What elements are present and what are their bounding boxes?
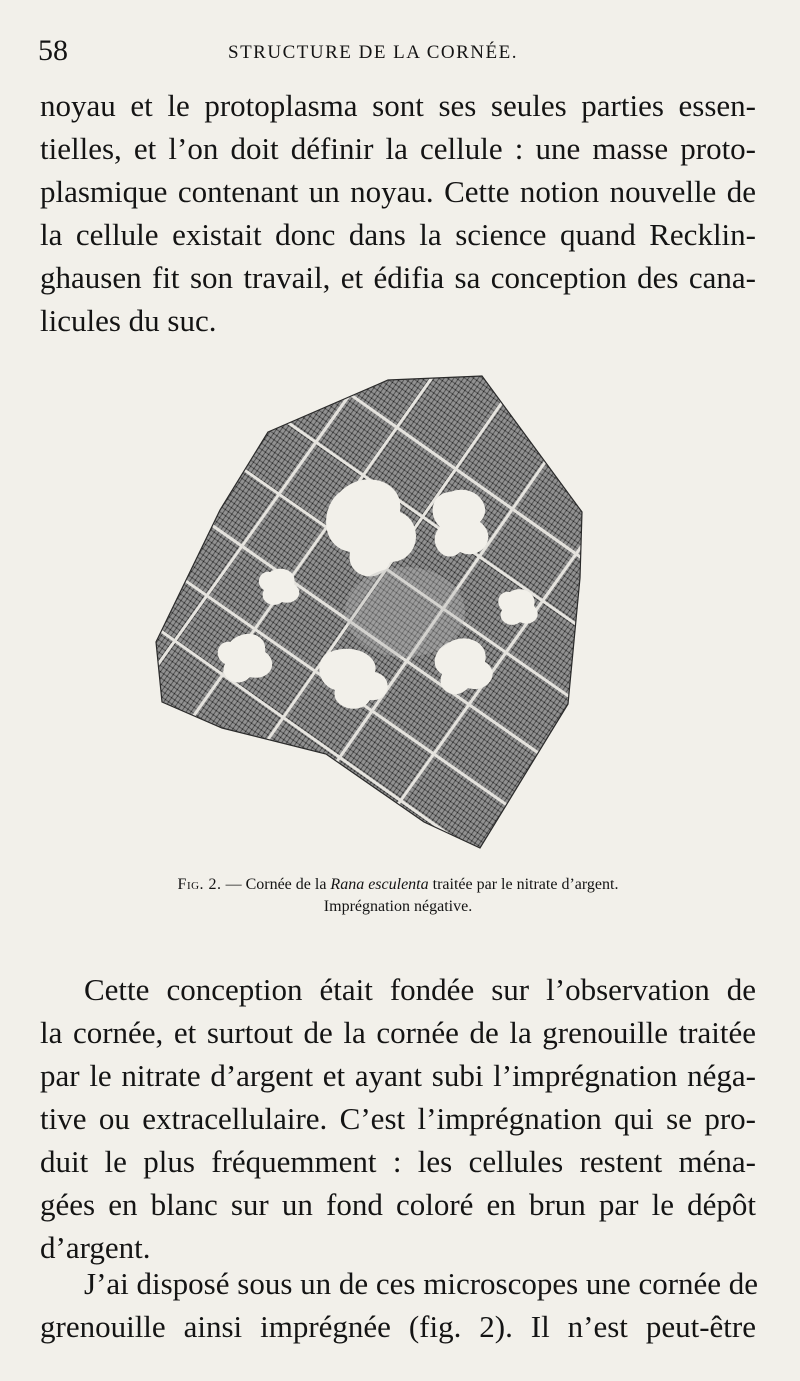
cornea-illustration	[150, 372, 590, 850]
figure-label: Fig. 2.	[177, 876, 222, 893]
paragraph-1	[40, 84, 756, 342]
caption-text: — Cornée de la	[221, 876, 331, 893]
paragraph-2	[40, 968, 756, 1269]
text-line: ghausen fit son travail, et édifia sa conception des cana-	[40, 260, 756, 295]
text-line: tive ou extracellulaire. C’est l’imprégnation qui se pro-	[40, 1101, 756, 1136]
text-line: la cornée, et surtout de la cornée de la grenouille traitée	[40, 1015, 756, 1050]
text-line: grenouille ainsi imprégnée (fig. 2). Il n’est peut-être	[40, 1309, 756, 1344]
caption-text: traitée par le nitrate d’argent.	[428, 876, 619, 893]
text-line: licules du suc.	[40, 303, 217, 338]
text-line: plasmique contenant un noyau. Cette notion nouvelle de	[40, 174, 756, 209]
text-line: gées en blanc sur un fond coloré en brun par le dépôt	[40, 1187, 756, 1222]
text-line: Cette conception était fondée sur l’observation de	[84, 972, 756, 1007]
cornea-engraving-figure	[150, 372, 590, 850]
running-title: STRUCTURE DE LA CORNÉE.	[228, 42, 518, 63]
caption-line-2: Imprégnation négative.	[323, 898, 473, 915]
text-line: la cellule existait donc dans la science quand Recklin-	[40, 217, 756, 252]
paragraph-3	[40, 1262, 759, 1348]
text-line: duit le plus fréquemment : les cellules restent ména-	[40, 1144, 756, 1179]
page-number: 58	[38, 34, 68, 67]
text-line: par le nitrate d’argent et ayant subi l’imprégnation néga-	[40, 1058, 756, 1093]
text-line: tielles, et l’on doit définir la cellule : une masse proto-	[40, 131, 756, 166]
figure-caption	[40, 874, 756, 918]
text-line: J’ai disposé sous un de ces microscopes une cornée de	[84, 1266, 759, 1301]
page-header	[38, 34, 750, 74]
text-line: d’argent.	[40, 1230, 151, 1265]
caption-line-1	[40, 874, 756, 896]
text-line: noyau et le protoplasma sont ses seules parties essen-	[40, 88, 756, 123]
species-name: Rana esculenta	[330, 876, 429, 893]
